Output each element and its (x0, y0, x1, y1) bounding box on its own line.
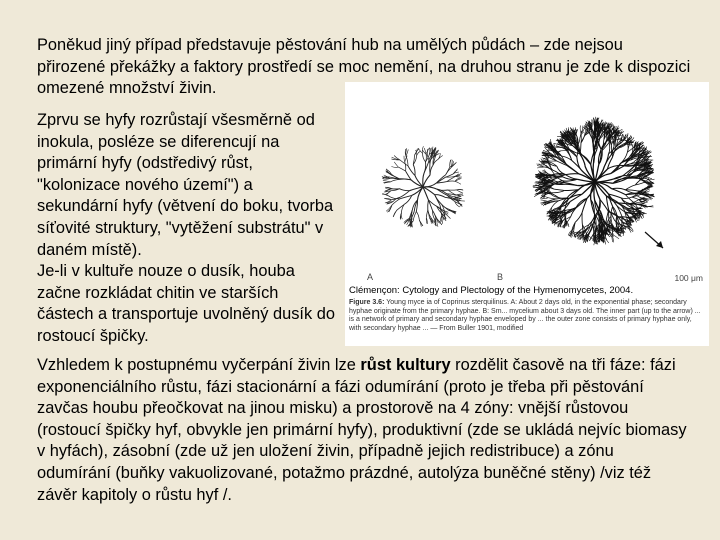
culture-growth-paragraph (37, 355, 692, 506)
culture-phases-text: rozdělit časově na tři fáze: fázi exponenciálního růstu, fázi stacionární a fázi odumírání (proto je třeba při pěstování zavčas houbu přeočkovat na jinou misku) a prostorově na 4 zóny: vnější růstovou (rostoucí špičky hyf, obvykle jen primární hyfy), produktivní (zde se ukládá nejvíc biomasy v hyfách), zásobní (zde už jen uložení živin, případně jejich redistribuce) a zónu odumírání (buňky vakuolizované, potažmo prázdné, autolýza buněčné stěny) /viz též závěr kapitoly o růstu hyf /. (37, 356, 687, 504)
hypha-segment (391, 179, 400, 181)
hypha-segment (541, 161, 548, 162)
hypha-segment (609, 142, 610, 154)
hypha-segment (423, 175, 430, 187)
hyphae-growth-paragraph (37, 110, 337, 348)
hypha-segment (437, 219, 442, 225)
hypha-segment (426, 154, 427, 162)
hypha-segment (621, 197, 632, 198)
hypha-segment (416, 212, 419, 221)
caption-title: Figure 3.6: (349, 299, 385, 306)
hypha-segment (423, 154, 426, 162)
hypha-segment (418, 187, 424, 200)
hypha-segment (398, 167, 405, 171)
hypha-segment (401, 213, 402, 219)
intro-paragraph: Poněkud jiný případ představuje pěstování hub na umělých půdách – zde nejsou přirozené překážky a faktory prostředí se moc nemění, na druhou stranu je zde k dispozici omezené množství živin. (37, 36, 691, 98)
hypha-segment (406, 171, 411, 180)
hypha-segment (397, 204, 405, 210)
colony-b-drawing (533, 117, 655, 245)
figure-label-b: B (497, 272, 504, 282)
hypha-segment (455, 181, 461, 184)
hypha-segment (450, 160, 451, 167)
hypha-segment (399, 189, 409, 191)
hypha-segment (447, 181, 455, 182)
hypha-segment (429, 148, 430, 155)
hypha-segment (625, 185, 635, 190)
figure-credit: Clémençon: Cytology and Plectology of the Hymenomycetes, 2004. (349, 285, 634, 296)
figure-caption (349, 299, 705, 333)
hypha-segment (616, 216, 617, 225)
hypha-segment (411, 180, 423, 187)
hypha-segment (575, 213, 582, 223)
scale-bar-label: 100 μm (674, 273, 703, 283)
hypha-segment (455, 202, 460, 208)
hypha-segment (424, 162, 428, 173)
hypha-segment (567, 166, 579, 174)
hypha-segment (542, 198, 549, 199)
caption-text: Young myce ia of Coprinus sterquilinus. A: About 2 days old, in the exponential phase; secondary hyphae originate from the primary hyphae. B: Sm... mycelium about 3 days old. The inner part (up to the arrow) ... is a network of primary and secondary hyphae enveloped by ... the outer zone consists of primary hyphae only, with secondary hyphae ... — From Buller 1901, modified (349, 299, 701, 332)
culture-growth-term: růst kultury (360, 356, 451, 374)
hypha-segment (632, 197, 639, 200)
hypha-segment (399, 179, 411, 180)
hypha-segment (430, 165, 433, 175)
hypha-segment (446, 198, 455, 199)
hypha-segment (457, 190, 464, 193)
colony-a-drawing (382, 146, 465, 227)
figure-label-a: A (367, 272, 374, 282)
hypha-segment (537, 167, 544, 168)
hypha-segment (428, 200, 429, 210)
hypha-segment (626, 144, 633, 145)
hypha-segment (566, 174, 579, 175)
hypha-segment (417, 151, 421, 156)
hypha-segment (554, 189, 564, 190)
hypha-segment (548, 198, 556, 199)
hypha-segment (555, 191, 565, 193)
hypha-segment (426, 210, 428, 218)
hypha-segment (394, 162, 398, 167)
hypha-segment (391, 167, 398, 168)
hypha-segment (455, 176, 462, 177)
hypha-segment (435, 195, 440, 206)
hypha-segment (617, 206, 622, 217)
hypha-segment (563, 184, 577, 185)
hyphae-differentiation-text: Zprvu se hyfy rozrůstají všesměrně od inokula, posléze se diferencují na primární hyfy (odstředivý růst, "kolonizace nového území") a sekundární hyfy (větvení do boku, tvorba síťovité struktury, "vytěžení substrátu" v daném místě). (37, 111, 334, 259)
hypha-segment (551, 194, 559, 198)
mycelium-figure (345, 82, 709, 346)
hypha-segment (422, 146, 423, 153)
hypha-segment (383, 180, 391, 181)
hypha-segment (611, 216, 612, 224)
hypha-segment (446, 168, 452, 176)
nitrogen-shortage-text: Je-li v kultuře nouze o dusík, houba začne rozkládat chitin ve starších částech a transportuje uvolněný dusík do rostoucí špičky. (37, 262, 335, 345)
culture-intro-text: Vzhledem k postupnému vyčerpání živin lze (37, 356, 361, 374)
hypha-segment (383, 182, 390, 183)
hypha-segment (400, 160, 408, 166)
hypha-segment (580, 125, 581, 133)
